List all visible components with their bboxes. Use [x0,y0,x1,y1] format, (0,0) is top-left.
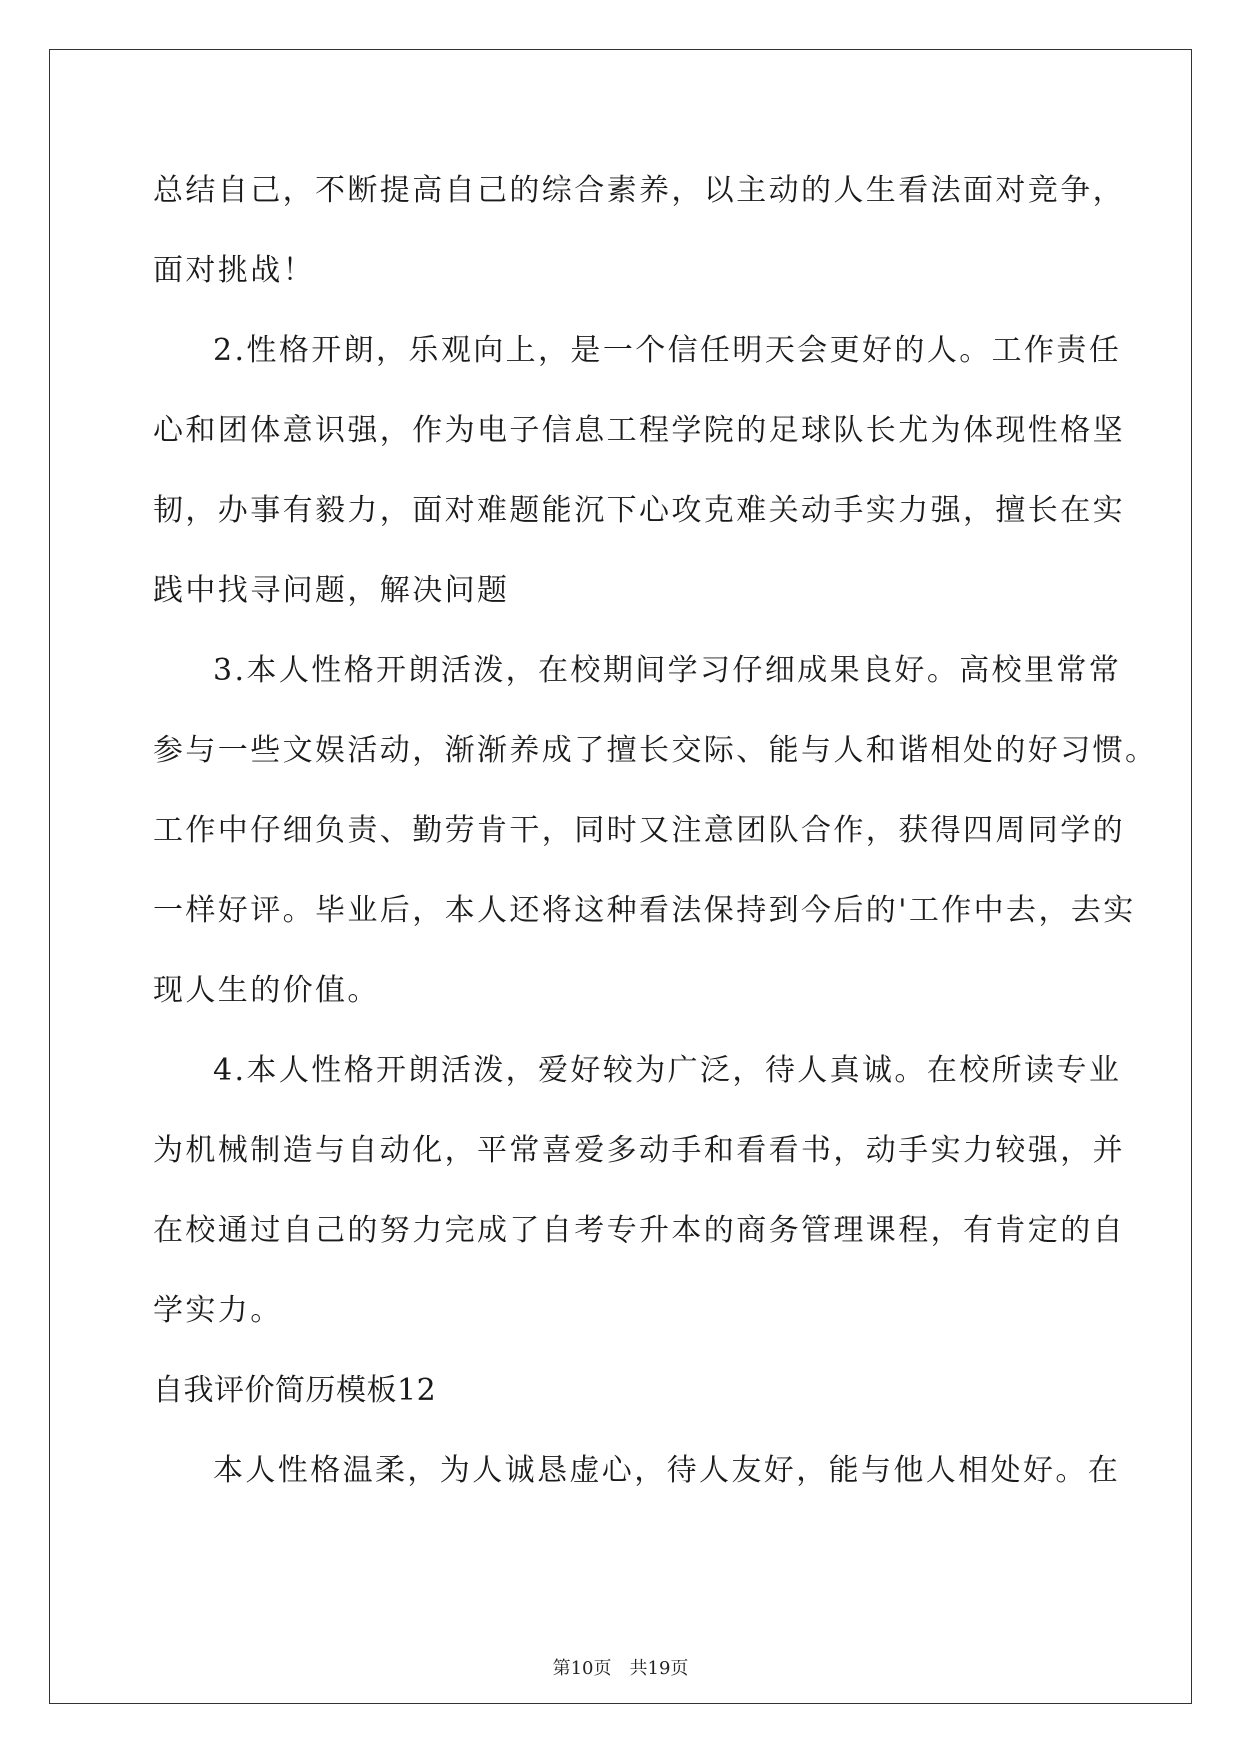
page-number-label: 第10页 共19页 [552,1658,689,1679]
body-text-line: 韧，办事有毅力，面对难题能沉下心攻克难关动手实力强，擅长在实 [153,493,1125,528]
body-text-line: 工作中仔细负责、勤劳肯干，同时又注意团队合作，获得四周同学的 [153,813,1125,848]
body-text-line: 心和团体意识强，作为电子信息工程学院的足球队长尤为体现性格坚 [153,413,1125,448]
body-text-line: 参与一些文娱活动，渐渐养成了擅长交际、能与人和谐相处的好习惯。 [153,733,1158,768]
body-text-line: 为机械制造与自动化，平常喜爱多动手和看看书，动手实力较强，并 [153,1133,1125,1168]
page-footer [0,1657,1241,1681]
body-text-line: 践中找寻问题，解决问题 [153,573,510,608]
paragraph-3-start: 3.本人性格开朗活泼，在校期间学习仔细成果良好。高校里常常 [213,653,1122,688]
body-text-line: 在校通过自己的努力完成了自考专升本的商务管理课程，有肯定的自 [153,1213,1125,1248]
section-heading: 自我评价简历模板12 [153,1373,437,1408]
section-paragraph-start: 本人性格温柔，为人诚恳虚心，待人友好，能与他人相处好。在 [213,1453,1121,1488]
body-text-line: 一样好评。毕业后，本人还将这种看法保持到今后的'工作中去，去实 [153,893,1136,928]
paragraph-2-start: 2.性格开朗，乐观向上，是一个信任明天会更好的人。工作责任 [213,333,1122,368]
body-text-line: 学实力。 [153,1293,283,1328]
body-text-line: 总结自己，不断提高自己的综合素养，以主动的人生看法面对竞争， [153,173,1125,208]
body-text-line: 现人生的价值。 [153,973,380,1008]
body-text-line: 面对挑战！ [153,253,315,288]
paragraph-4-start: 4.本人性格开朗活泼，爱好较为广泛，待人真诚。在校所读专业 [213,1053,1122,1088]
